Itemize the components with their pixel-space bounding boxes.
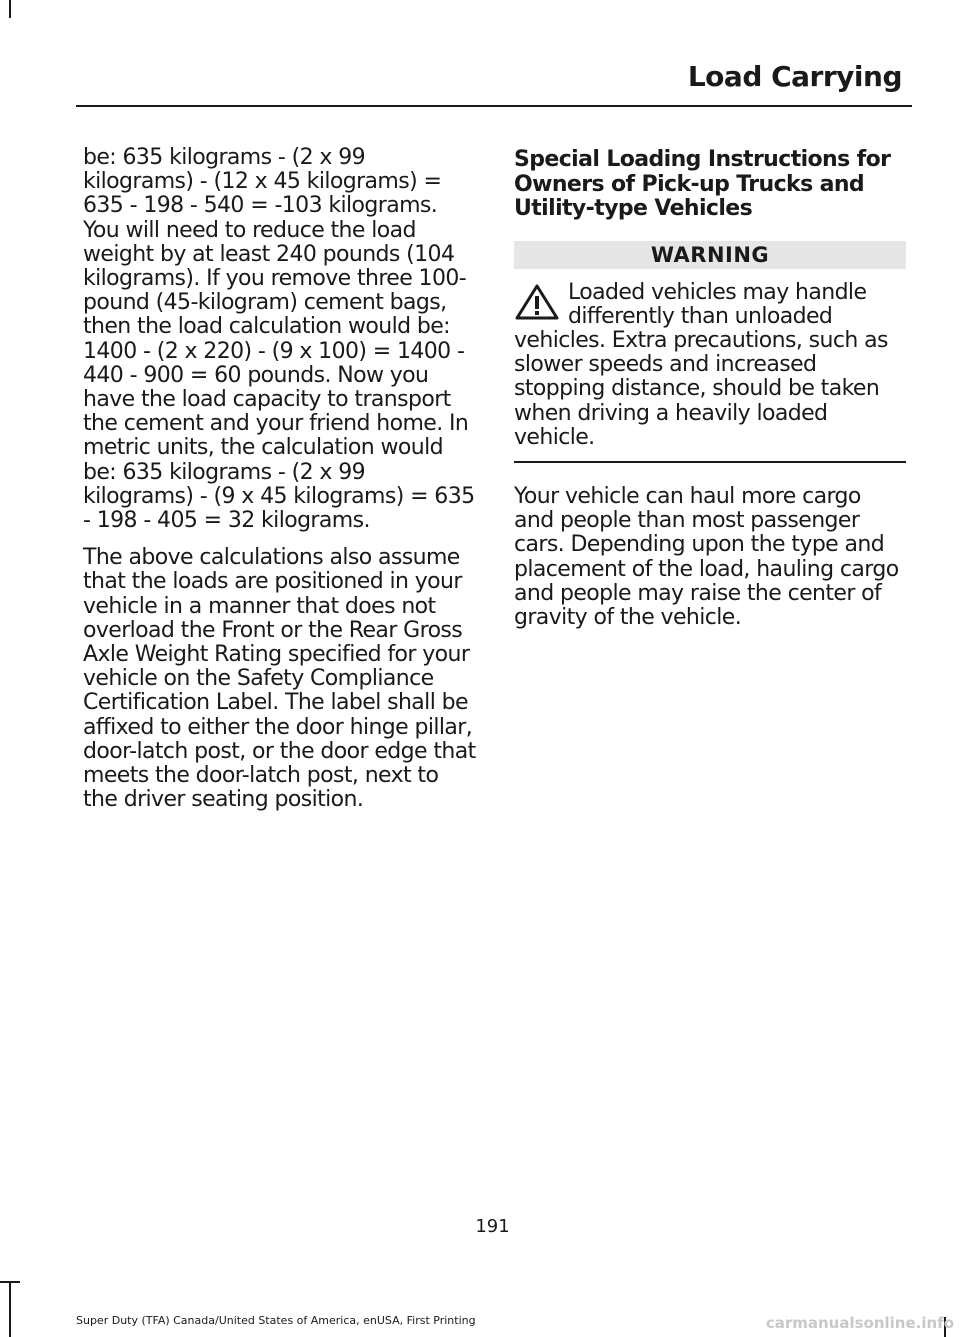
crop-mark-bottom-left-vertical [9,1282,11,1337]
crop-mark-top-left [9,0,11,18]
crop-mark-bottom-left-horizontal [0,1281,20,1283]
warning-divider [514,461,906,463]
left-column [83,146,478,825]
page-number: 191 [475,1216,510,1237]
body-paragraph: Your vehicle can haul more cargo and people than most passenger cars. Depending upon the type and placement of the load, hauling cargo and people may raise the center of gravity of the vehicle. [514,483,899,630]
right-column [514,148,906,630]
body-paragraph: be: 635 kilograms - (2 x 99 kilograms) - (12 x 45 kilograms) = 635 - 198 - 540 = -103 kilograms. You will need to reduce the load weight by at least 240 pounds (104 kilograms). If you remove three 100-pound (45-kilogram) cement bags, then the load calculation would be: 1400 - (2 x 220) - (9 x 100) = 1400 - 440 - 900 = 60 pounds. Now you have the load capacity to transport the cement and your friend home. In metric units, the calculation would be: 635 kilograms - (2 x 99 kilograms) - (9 x 45 kilograms) = 635 - 198 - 405 = 32 kilograms. [83,145,475,534]
body-paragraph: The above calculations also assume that the loads are positioned in your vehicle in a manner that does not overload the Front or the Rear Gross Axle Weight Rating specified for your vehicle on the Safety Compliance Certification Label. The label shall be affixed to either the door hinge pillar, door-latch post, or the door edge that meets the door-latch post, next to the driver seating position. [83,545,476,813]
edition-footer: Super Duty (TFA) Canada/United States of America, enUSA, First Printing [76,1314,476,1327]
warning-triangle-icon [514,283,560,321]
watermark: carmanualsonline.info [765,1314,954,1332]
section-title: Load Carrying [687,60,902,93]
header-divider [76,105,912,107]
warning-body [514,281,906,450]
warning-text: Loaded vehicles may handle differently than unloaded vehicles. Extra precautions, such as slower speeds and increased stopping distance, should be taken when driving a heavily loaded vehicle. [514,279,888,450]
warning-banner: WARNING [514,241,906,269]
section-heading: Special Loading Instructions for Owners of Pick-up Trucks and Utility-type Vehicles [514,147,891,221]
